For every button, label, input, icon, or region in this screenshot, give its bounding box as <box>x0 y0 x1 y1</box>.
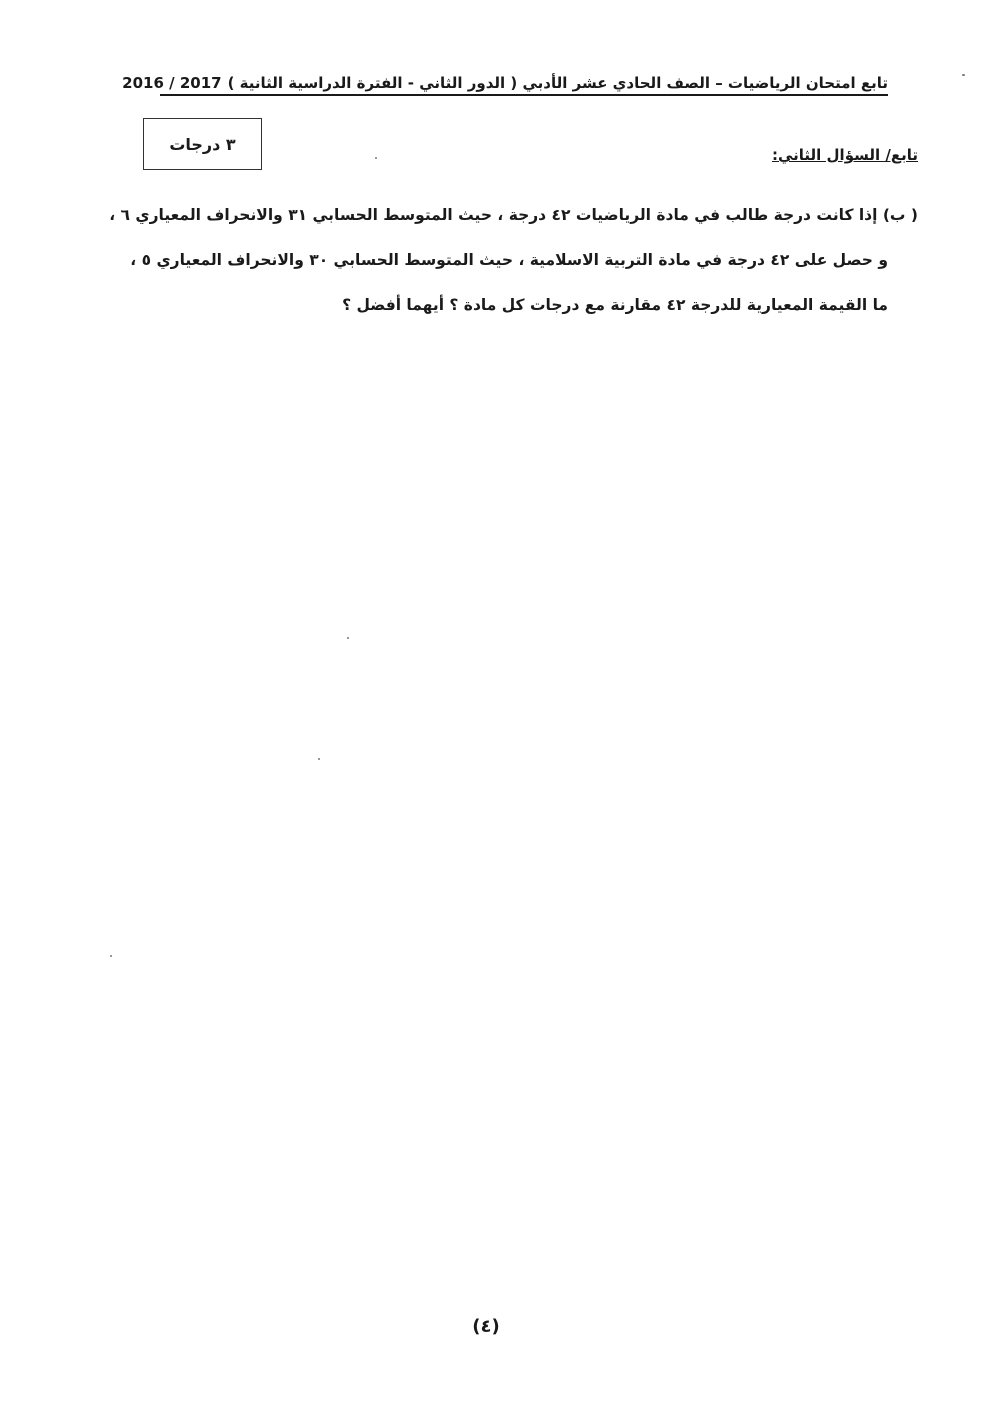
question-line-3: ما القيمة المعيارية للدرجة ٤٢ مقارنة مع درجات كل مادة ؟ أيهما أفضل ؟ <box>342 296 888 314</box>
question-line-1: ( ب) إذا كانت درجة طالب في مادة الرياضيات ٤٢ درجة ، حيث المتوسط الحسابي ٣١ والانحراف المعياري ٦ ، <box>109 206 918 224</box>
page-number: (٤) <box>472 1316 500 1337</box>
page-header <box>122 74 888 96</box>
scan-speck <box>318 758 320 760</box>
score-label: ٣ درجات <box>169 134 236 154</box>
scan-speck <box>962 74 965 76</box>
question-line-2: و حصل على ٤٢ درجة في مادة التربية الاسلامية ، حيث المتوسط الحسابي ٣٠ والانحراف المعياري ٥ ، <box>130 251 888 269</box>
scan-speck <box>110 955 112 957</box>
section-title: تابع/ السؤال الثاني: <box>771 146 918 164</box>
header-title: تابع امتحان الرياضيات – الصف الحادي عشر الأدبي ( الدور الثاني - الفترة الدراسية الثانية ) <box>227 74 888 92</box>
scan-speck <box>375 157 377 159</box>
header-year: 2016 / 2017 <box>122 74 222 92</box>
score-box <box>143 118 262 170</box>
scan-speck <box>347 637 349 639</box>
